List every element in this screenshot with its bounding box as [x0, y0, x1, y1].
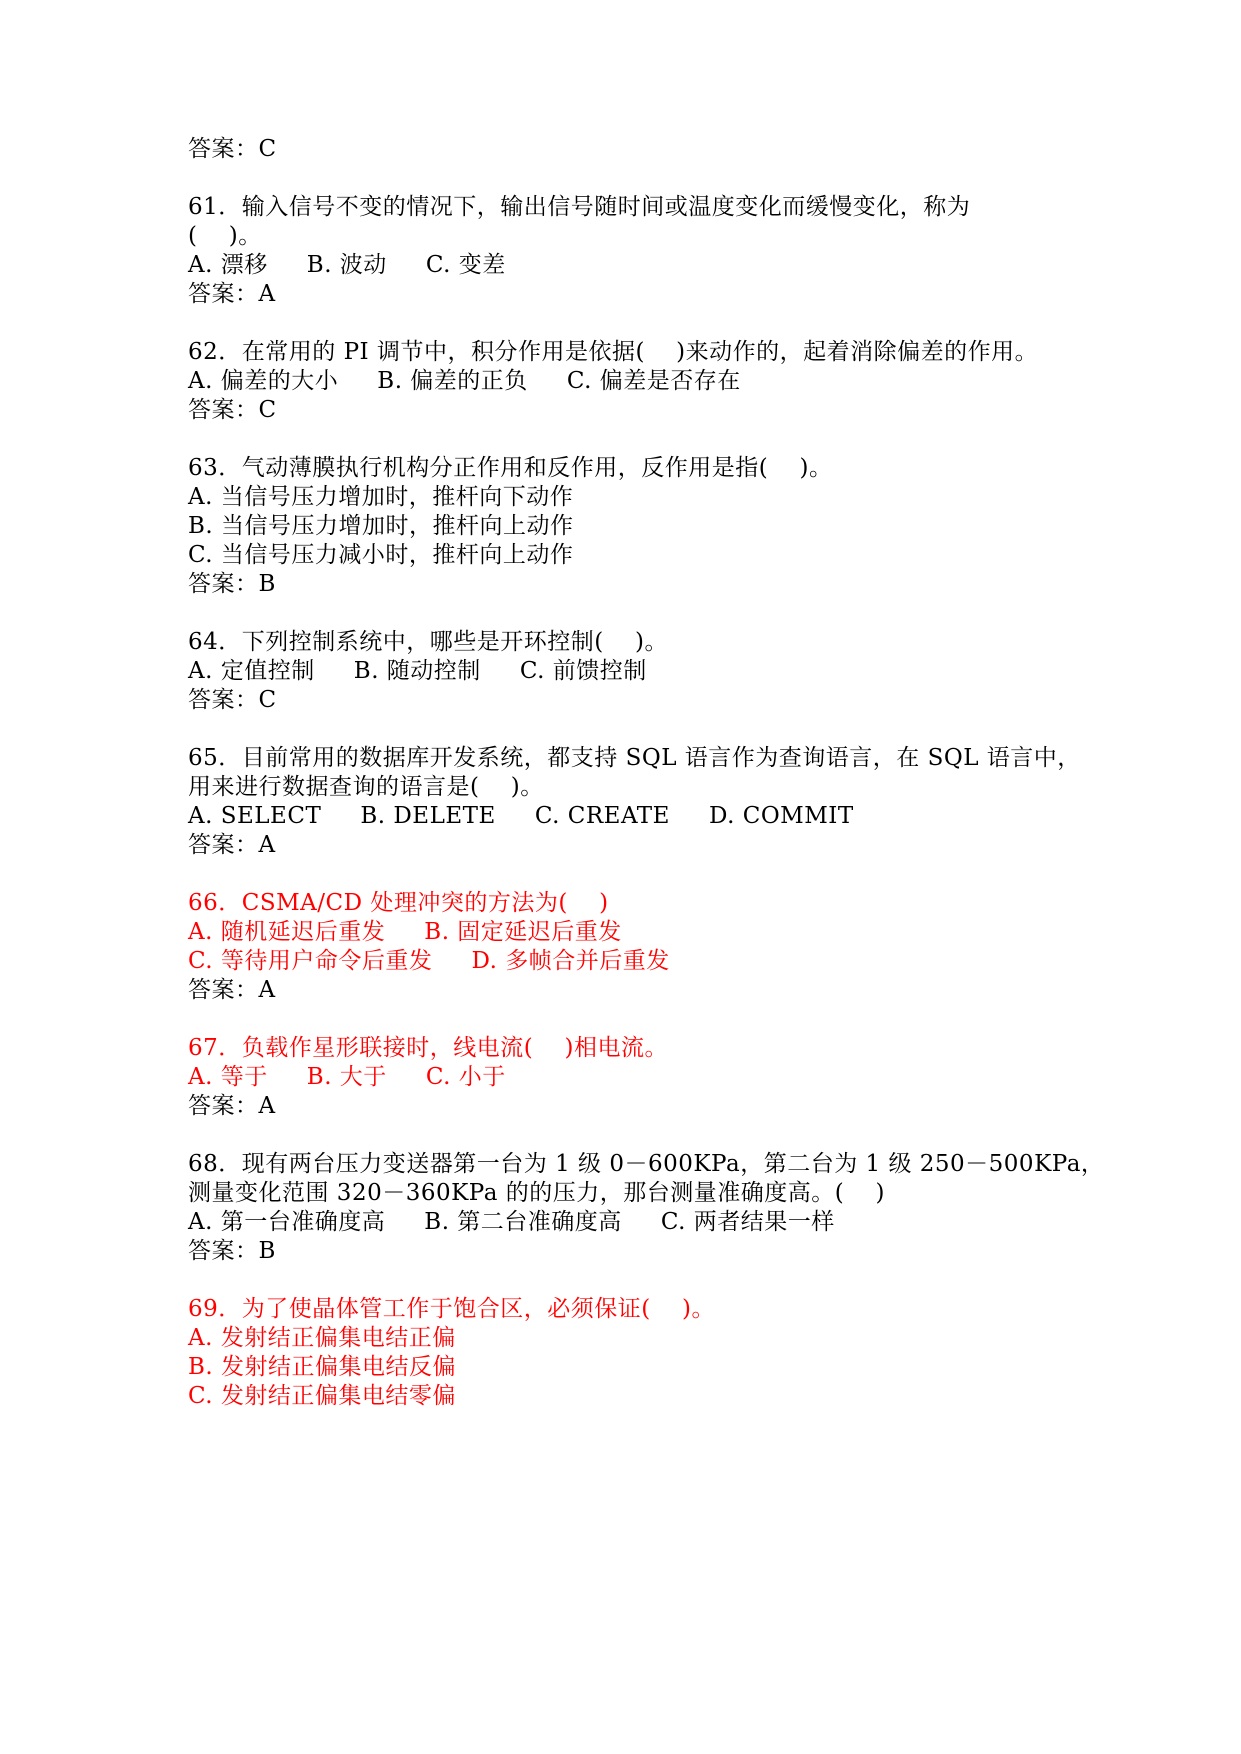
- question-62-text: 62．在常用的 PI 调节中，积分作用是依据( )来动作的，起着消除偏差的作用。: [188, 339, 1039, 365]
- answer-line: 答案：C: [188, 397, 277, 423]
- answer-line: 答案：A: [188, 977, 276, 1003]
- answer-line: 答案：A: [188, 1093, 276, 1119]
- question-65-options: A. SELECT B. DELETE C. CREATE D. COMMIT: [188, 803, 854, 829]
- question-61-text: 61．输入信号不变的情况下，输出信号随时间或温度变化而缓慢变化，称为: [188, 194, 971, 220]
- question-68-options: A. 第一台准确度高 B. 第二台准确度高 C. 两者结果一样: [188, 1209, 835, 1235]
- answer-line: 答案：B: [188, 1238, 276, 1264]
- question-69-text: 69．为了使晶体管工作于饱合区，必须保证( )。: [188, 1296, 715, 1322]
- question-67-text: 67．负载作星形联接时，线电流( )相电流。: [188, 1035, 668, 1061]
- question-66-options-ab: A. 随机延迟后重发 B. 固定延迟后重发: [188, 919, 622, 945]
- question-69-option-a: A. 发射结正偏集电结正偏: [188, 1325, 456, 1351]
- answer-line: 答案：A: [188, 281, 276, 307]
- answer-line: 答案：A: [188, 832, 276, 858]
- question-61-options: A. 漂移 B. 波动 C. 变差: [188, 252, 506, 278]
- question-64-text: 64．下列控制系统中，哪些是开环控制( )。: [188, 629, 668, 655]
- question-61-text-cont: ( )。: [188, 223, 262, 249]
- question-69-option-c: C. 发射结正偏集电结零偏: [188, 1383, 456, 1409]
- question-69-option-b: B. 发射结正偏集电结反偏: [188, 1354, 457, 1380]
- question-68-text: 68．现有两台压力变送器第一台为 1 级 0－600KPa，第二台为 1 级 250－500KPa，: [188, 1151, 1105, 1177]
- question-65-text-cont: 用来进行数据查询的语言是( )。: [188, 774, 544, 800]
- question-67-options: A. 等于 B. 大于 C. 小于: [188, 1064, 506, 1090]
- question-62-options: A. 偏差的大小 B. 偏差的正负 C. 偏差是否存在: [188, 368, 741, 394]
- answer-line: 答案：C: [188, 687, 277, 713]
- question-63-option-c: C. 当信号压力减小时，推杆向上动作: [188, 542, 574, 568]
- question-63-option-a: A. 当信号压力增加时，推杆向下动作: [188, 484, 574, 510]
- question-66-text: 66．CSMA/CD 处理冲突的方法为( ): [188, 890, 609, 916]
- answer-line: 答案：B: [188, 571, 276, 597]
- answer-line: 答案：C: [188, 136, 277, 162]
- question-65-text: 65．目前常用的数据库开发系统，都支持 SQL 语言作为查询语言，在 SQL 语言中，: [188, 745, 1081, 771]
- question-68-text-cont: 测量变化范围 320－360KPa 的的压力，那台测量准确度高。( ): [188, 1180, 885, 1206]
- question-63-text: 63．气动薄膜执行机构分正作用和反作用，反作用是指( )。: [188, 455, 833, 481]
- question-63-option-b: B. 当信号压力增加时，推杆向上动作: [188, 513, 574, 539]
- question-66-options-cd: C. 等待用户命令后重发 D. 多帧合并后重发: [188, 948, 670, 974]
- question-64-options: A. 定值控制 B. 随动控制 C. 前馈控制: [188, 658, 647, 684]
